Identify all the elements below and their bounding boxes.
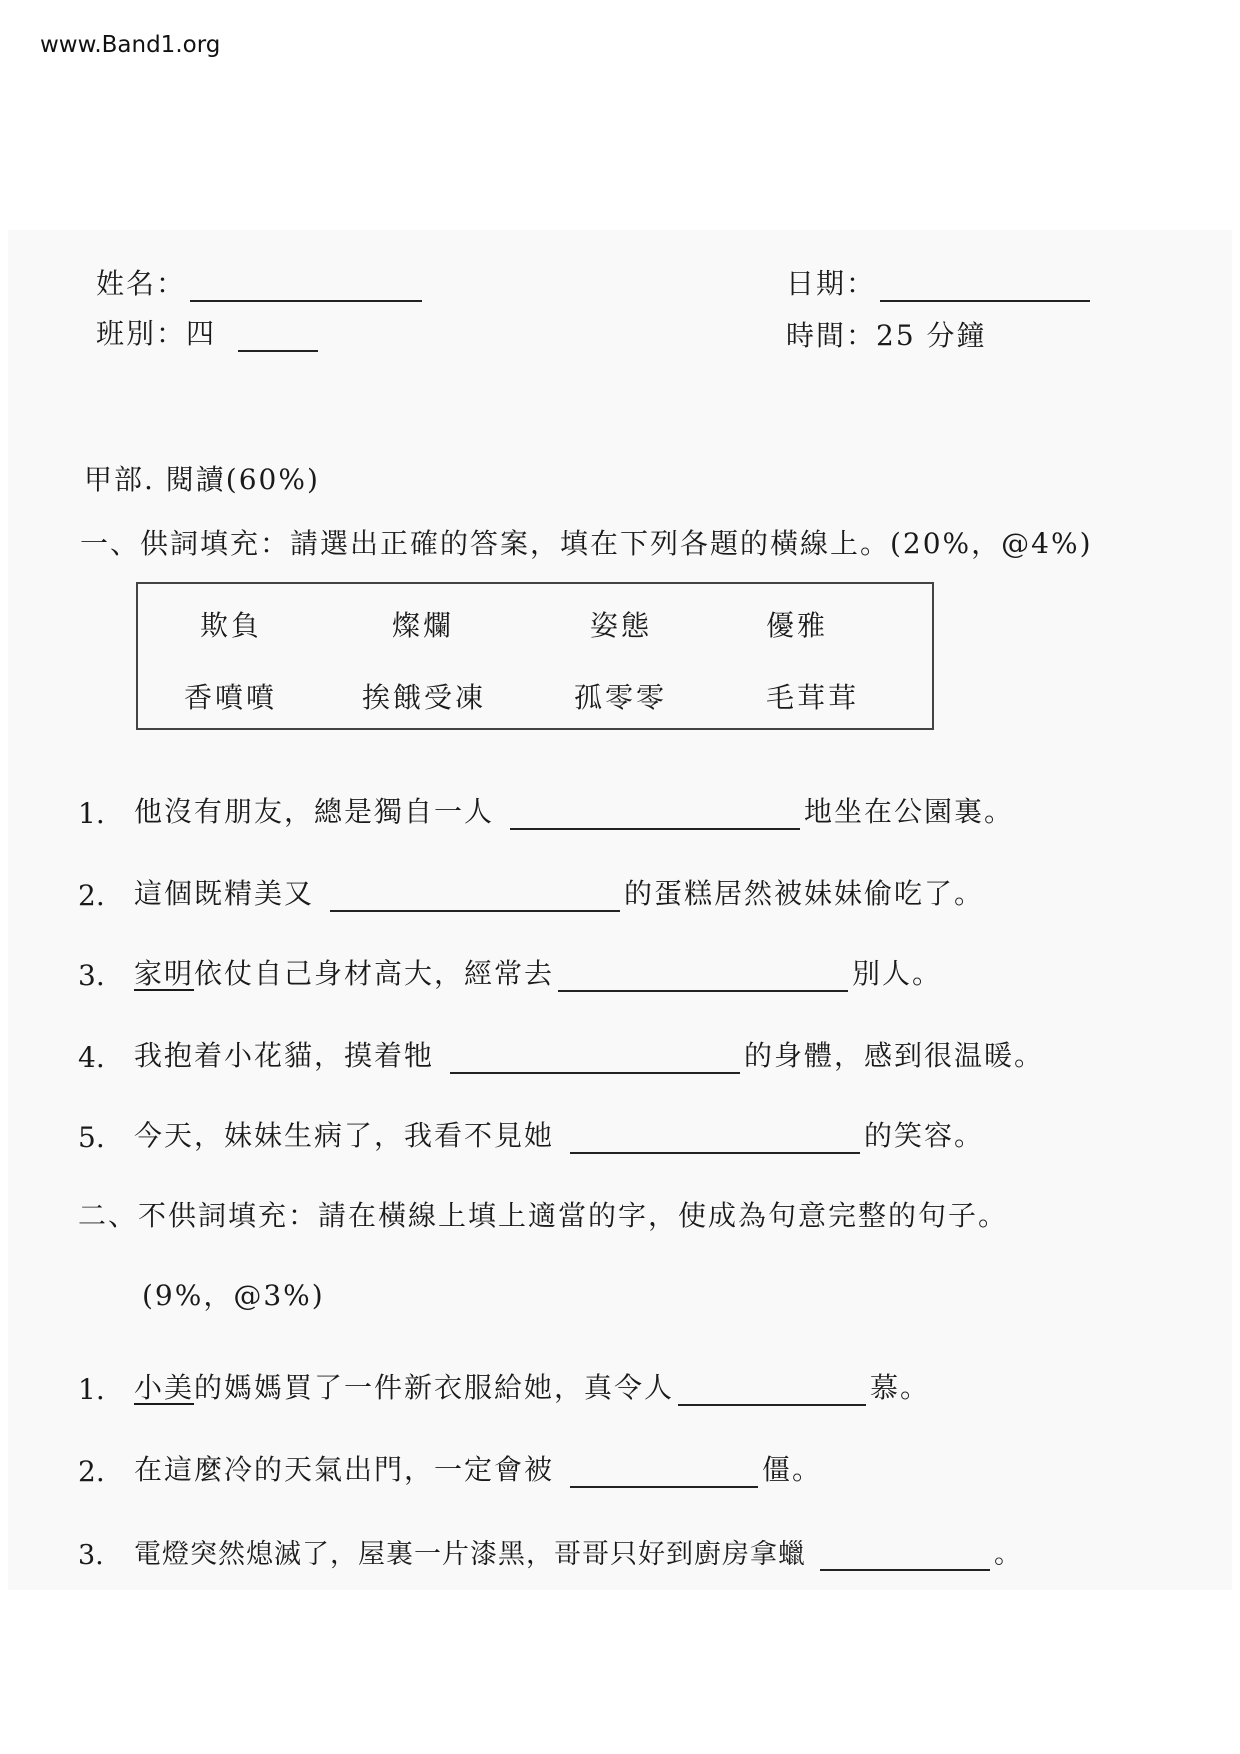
section-a-title-text: 甲部. 閱讀(60%) — [84, 463, 320, 496]
question-text: 在這麼冷的天氣出門，一定會被 — [134, 1453, 555, 1486]
part1-heading — [80, 522, 1093, 562]
class-blank[interactable] — [238, 320, 318, 352]
part2-heading — [78, 1194, 1008, 1234]
name-label: 姓名： — [96, 267, 187, 300]
part2-heading-text: 二、不供詞填充：請在橫線上填上適當的字，使成為句意完整的句子。 — [78, 1199, 1009, 1232]
question-text-end: 慕。 — [870, 1371, 931, 1404]
part1-question-2 — [78, 872, 984, 912]
answer-blank[interactable] — [450, 1042, 740, 1074]
question-number: 3. — [78, 1540, 104, 1571]
question-number: 1. — [78, 1373, 105, 1406]
date-blank[interactable] — [880, 270, 1090, 302]
time-label: 時間：25 分鐘 — [786, 319, 987, 352]
part2-marks — [142, 1274, 325, 1314]
question-text-end: 的身體，感到很温暖。 — [744, 1039, 1045, 1072]
name-field — [96, 262, 426, 302]
answer-blank[interactable] — [678, 1374, 866, 1406]
question-text: 這個既精美又 — [134, 877, 315, 910]
class-field — [96, 312, 322, 352]
part2-marks-text: (9%，@3%) — [142, 1279, 325, 1312]
answer-blank[interactable] — [820, 1539, 990, 1571]
word-bank-item: 燦爛 — [392, 609, 455, 642]
part2-question-2 — [78, 1448, 822, 1488]
question-number: 5. — [78, 1121, 105, 1154]
question-number: 1. — [78, 797, 105, 830]
word-bank — [136, 582, 934, 730]
question-text-end: 。 — [994, 1539, 1022, 1570]
date-field — [786, 262, 1094, 302]
question-text-end: 地坐在公園裏。 — [804, 795, 1015, 828]
date-label: 日期： — [786, 267, 877, 300]
time-field — [786, 314, 987, 354]
question-number: 2. — [78, 879, 105, 912]
question-text-end: 的蛋糕居然被妹妹偷吃了。 — [624, 877, 985, 910]
name-blank[interactable] — [190, 270, 422, 302]
word-bank-item: 優雅 — [766, 609, 829, 642]
section-a-title — [84, 458, 320, 498]
part1-question-1 — [78, 790, 1014, 830]
answer-blank[interactable] — [330, 880, 620, 912]
answer-blank[interactable] — [510, 798, 800, 830]
question-text-end: 別人。 — [852, 957, 943, 990]
word-bank-item: 孤零零 — [574, 681, 668, 714]
part1-question-3 — [78, 952, 942, 992]
question-text: 我抱着小花貓，摸着牠 — [134, 1039, 435, 1072]
site-url[interactable]: www.Band1.org — [40, 32, 221, 58]
word-bank-item: 香噴噴 — [184, 681, 278, 714]
question-number: 3. — [78, 959, 105, 992]
word-bank-item: 挨餓受凍 — [362, 681, 487, 714]
question-text-end: 的笑容。 — [864, 1119, 985, 1152]
part1-heading-text: 一、供詞填充：請選出正確的答案，填在下列各題的橫線上。(20%，@4%) — [80, 527, 1093, 560]
question-number: 2. — [78, 1455, 105, 1488]
question-text: 他沒有朋友，總是獨自一人 — [134, 795, 495, 828]
question-text: 依仗自己身材高大，經常去 — [194, 957, 555, 990]
proper-name: 家明 — [134, 957, 195, 990]
part2-question-1 — [78, 1366, 930, 1406]
proper-name: 小美 — [134, 1371, 195, 1404]
answer-blank[interactable] — [570, 1456, 758, 1488]
answer-blank[interactable] — [570, 1122, 860, 1154]
word-bank-item: 姿態 — [590, 609, 653, 642]
part1-question-4 — [78, 1034, 1044, 1074]
question-number: 4. — [78, 1041, 105, 1074]
question-text-end: 僵。 — [762, 1453, 823, 1486]
part1-question-5 — [78, 1114, 984, 1154]
part2-question-3 — [78, 1532, 1022, 1571]
word-bank-item: 毛茸茸 — [766, 681, 860, 714]
answer-blank[interactable] — [558, 960, 848, 992]
question-text: 電燈突然熄滅了，屋裏一片漆黑，哥哥只好到廚房拿蠟 — [134, 1539, 806, 1570]
class-label: 班別：四 — [96, 317, 217, 350]
question-text: 的媽媽買了一件新衣服給她，真令人 — [194, 1371, 675, 1404]
word-bank-item: 欺負 — [200, 609, 263, 642]
question-text: 今天，妹妹生病了，我看不見她 — [134, 1119, 555, 1152]
